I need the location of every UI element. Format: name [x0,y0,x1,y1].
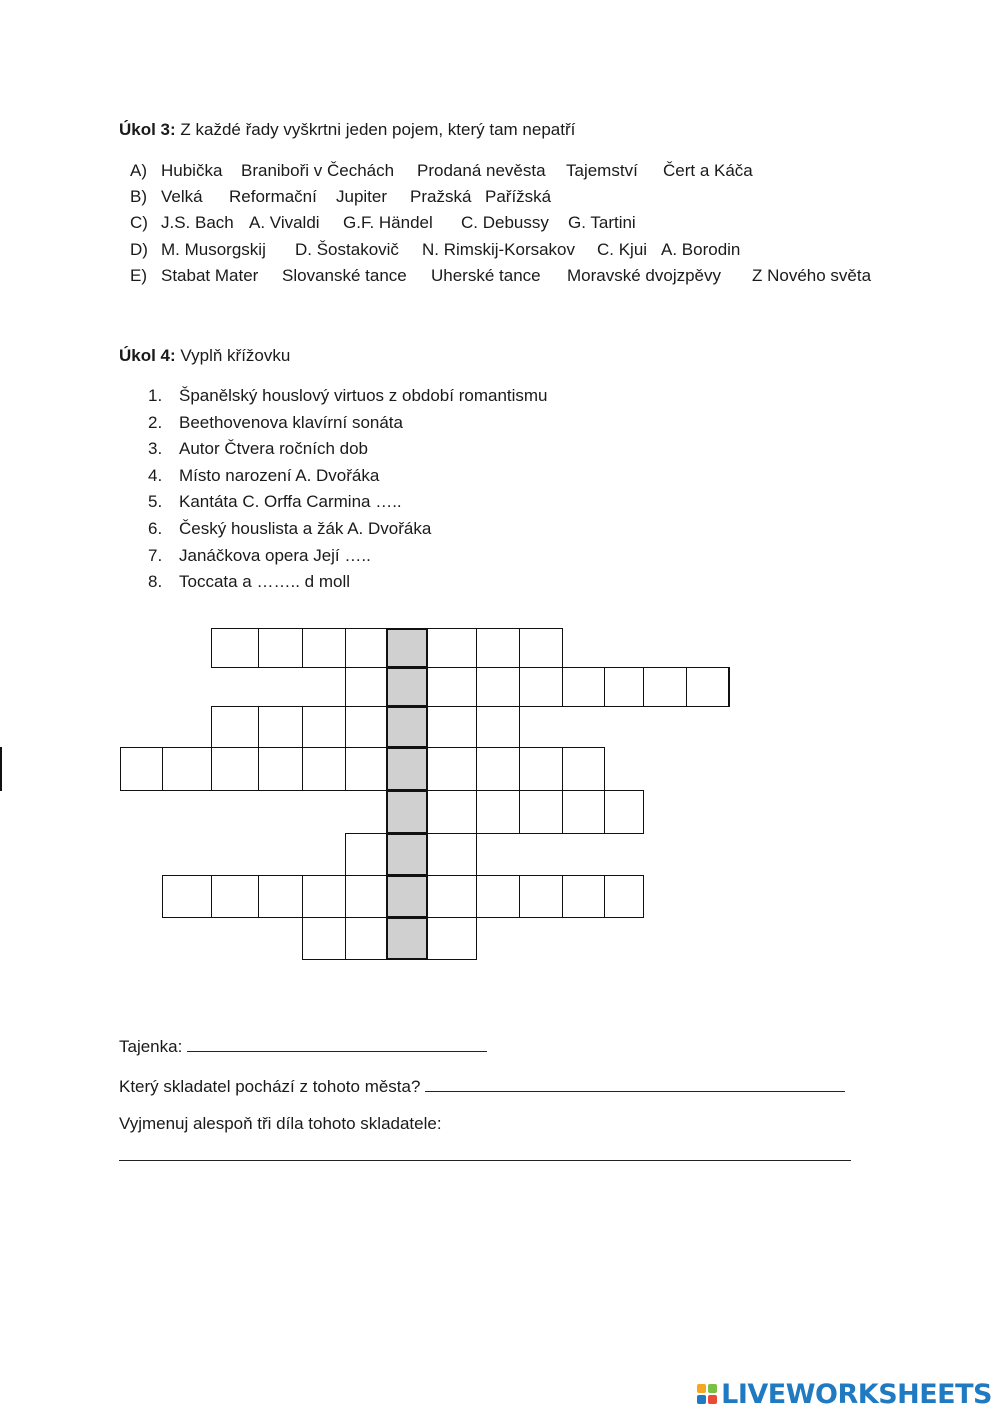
row-letter: E) [130,266,147,285]
crossword-cell[interactable] [562,790,605,834]
crossword-cell[interactable] [302,875,346,918]
crossword-key-cell[interactable] [386,875,428,918]
option-term[interactable]: Prodaná nevěsta [417,161,546,180]
crossword-cell[interactable] [604,667,644,707]
composer-answer-line[interactable] [425,1075,845,1092]
clue-text: Janáčkova opera Její ….. [179,545,371,565]
crossword-cell[interactable] [476,790,520,834]
crossword-cell[interactable] [345,875,387,918]
clue-number: 4. [148,465,163,485]
option-term[interactable]: Pařížská [485,187,552,206]
option-term[interactable]: C. Debussy [461,213,549,232]
option-term[interactable]: Jupiter [336,187,388,206]
crossword-cell[interactable] [519,875,563,918]
crossword-cell[interactable] [302,747,346,791]
task3-heading [119,120,575,140]
crossword-cell[interactable] [302,917,346,960]
option-term[interactable]: Čert a Káča [663,161,753,180]
option-term[interactable]: M. Musorgskij [161,240,266,259]
option-term[interactable]: J.S. Bach [161,213,234,232]
crossword-cell[interactable] [211,628,259,668]
option-term[interactable]: G. Tartini [568,213,636,232]
crossword-cell[interactable] [519,628,563,668]
tajenka-label: Tajenka: [119,1037,183,1056]
crossword-cell[interactable] [211,747,259,791]
crossword-cell[interactable] [162,875,212,918]
crossword-cell[interactable] [686,667,729,707]
crossword-cell[interactable] [519,790,563,834]
option-term[interactable]: Tajemství [566,161,638,180]
clue-text: Španělský houslový virtuos z období romantismu [179,386,548,405]
option-term[interactable]: Pražská [410,187,472,206]
crossword-cell[interactable] [427,917,477,960]
crossword-key-cell[interactable] [386,667,428,707]
task3-label: Úkol 3: [119,120,176,139]
crossword-cell[interactable] [345,667,387,707]
clue-text: Kantáta C. Orffa Carmina ….. [179,492,402,512]
option-term[interactable]: Slovanské tance [282,266,407,285]
logo-mark-icon [697,1384,717,1404]
crossword-cell[interactable] [427,875,477,918]
crossword-cell[interactable] [519,747,563,791]
option-term[interactable]: Braniboři v Čechách [241,161,395,180]
crossword-cell[interactable] [427,628,477,668]
crossword-cell[interactable] [258,628,303,668]
task4-label: Úkol 4: [119,346,176,365]
crossword-cell[interactable] [427,667,477,707]
crossword-cell[interactable] [258,747,303,791]
clue-number: 5. [148,492,163,512]
option-term[interactable]: N. Rimskij-Korsakov [422,240,576,259]
option-term[interactable]: Uherské tance [431,266,541,285]
composer-row [119,1075,845,1097]
crossword-cell[interactable] [211,875,259,918]
task3-instruction: Z každé řady vyškrtni jeden pojem, který tam nepatří [175,120,576,139]
crossword-key-cell[interactable] [386,833,428,876]
tajenka-row [119,1035,487,1057]
crossword-key-cell[interactable] [386,790,428,834]
row-letter: C) [130,213,148,232]
crossword-cell[interactable] [643,667,687,707]
option-term[interactable]: Reformační [229,187,317,206]
clue-text: Český houslista a žák A. Dvořáka [179,519,432,538]
crossword-cell[interactable] [562,667,605,707]
crossword-cell[interactable] [427,747,477,791]
crossword-cell[interactable] [258,875,303,918]
crossword-cell[interactable] [345,917,387,960]
clue-number: 6. [148,519,163,538]
crossword-cell[interactable] [302,706,346,748]
composer-question: Který skladatel pochází z tohoto města? [119,1077,421,1096]
crossword-cell[interactable] [0,747,2,791]
option-term[interactable]: G.F. Händel [343,213,433,232]
option-term[interactable]: A. Vivaldi [249,213,320,232]
works-answer-line[interactable] [119,1144,851,1161]
option-term[interactable]: Stabat Mater [161,266,259,285]
crossword-cell[interactable] [345,706,387,748]
clue-number: 1. [148,386,163,405]
crossword-cell[interactable] [476,628,520,668]
task4-heading [119,346,290,366]
crossword-cell[interactable] [604,790,644,834]
works-prompt: Vyjmenuj alespoň tři díla tohoto skladatele: [119,1114,442,1133]
option-term[interactable]: Hubička [161,161,223,180]
crossword-cell[interactable] [476,667,520,707]
clue-number: 3. [148,439,163,459]
crossword-cell[interactable] [427,706,477,748]
crossword-cell[interactable] [562,875,605,918]
option-term[interactable]: Moravské dvojzpěvy [567,266,722,285]
crossword-key-cell[interactable] [386,706,428,748]
crossword-cell[interactable] [258,706,303,748]
crossword-key-cell[interactable] [386,917,428,960]
row-letter: A) [130,161,147,180]
option-term[interactable]: D. Šostakovič [295,240,399,259]
clue-number: 2. [148,412,163,432]
crossword-cell[interactable] [427,790,477,834]
crossword-cell[interactable] [476,706,520,748]
option-term[interactable]: C. Kjui [597,240,648,259]
crossword-cell[interactable] [345,628,387,668]
row-letter: D) [130,240,148,259]
crossword-cell[interactable] [476,875,520,918]
crossword-cell[interactable] [345,833,387,876]
clue-text: Místo narození A. Dvořáka [179,465,380,485]
option-term[interactable]: Z Nového světa [752,266,872,285]
clue-text: Toccata a …….. d moll [179,572,351,592]
crossword-cell[interactable] [302,628,346,668]
crossword-cell[interactable] [211,706,259,748]
clue-text: Autor Čtvera ročních dob [179,439,368,459]
clue-number: 8. [148,572,163,592]
crossword-cell[interactable] [604,875,644,918]
tajenka-answer-line[interactable] [187,1035,487,1052]
option-term[interactable]: Velká [161,187,203,206]
clue-text: Beethovenova klavírní sonáta [179,412,403,432]
crossword-key-cell[interactable] [386,628,428,668]
row-letter: B) [130,187,147,206]
crossword-cell[interactable] [427,833,477,876]
crossword-cell[interactable] [345,747,387,791]
crossword-key-cell[interactable] [386,747,428,791]
liveworksheets-logo [697,1378,992,1410]
crossword-cell[interactable] [728,667,730,707]
crossword-cell[interactable] [476,747,520,791]
task4-instruction: Vyplň křížovku [175,346,291,365]
logo-text: LIVEWORKSHEETS [721,1378,992,1410]
crossword-cell[interactable] [120,747,163,791]
option-term[interactable]: A. Borodin [661,240,741,259]
clue-number: 7. [148,545,163,565]
crossword-cell[interactable] [562,747,605,791]
crossword-cell[interactable] [162,747,212,791]
crossword-cell[interactable] [519,667,563,707]
